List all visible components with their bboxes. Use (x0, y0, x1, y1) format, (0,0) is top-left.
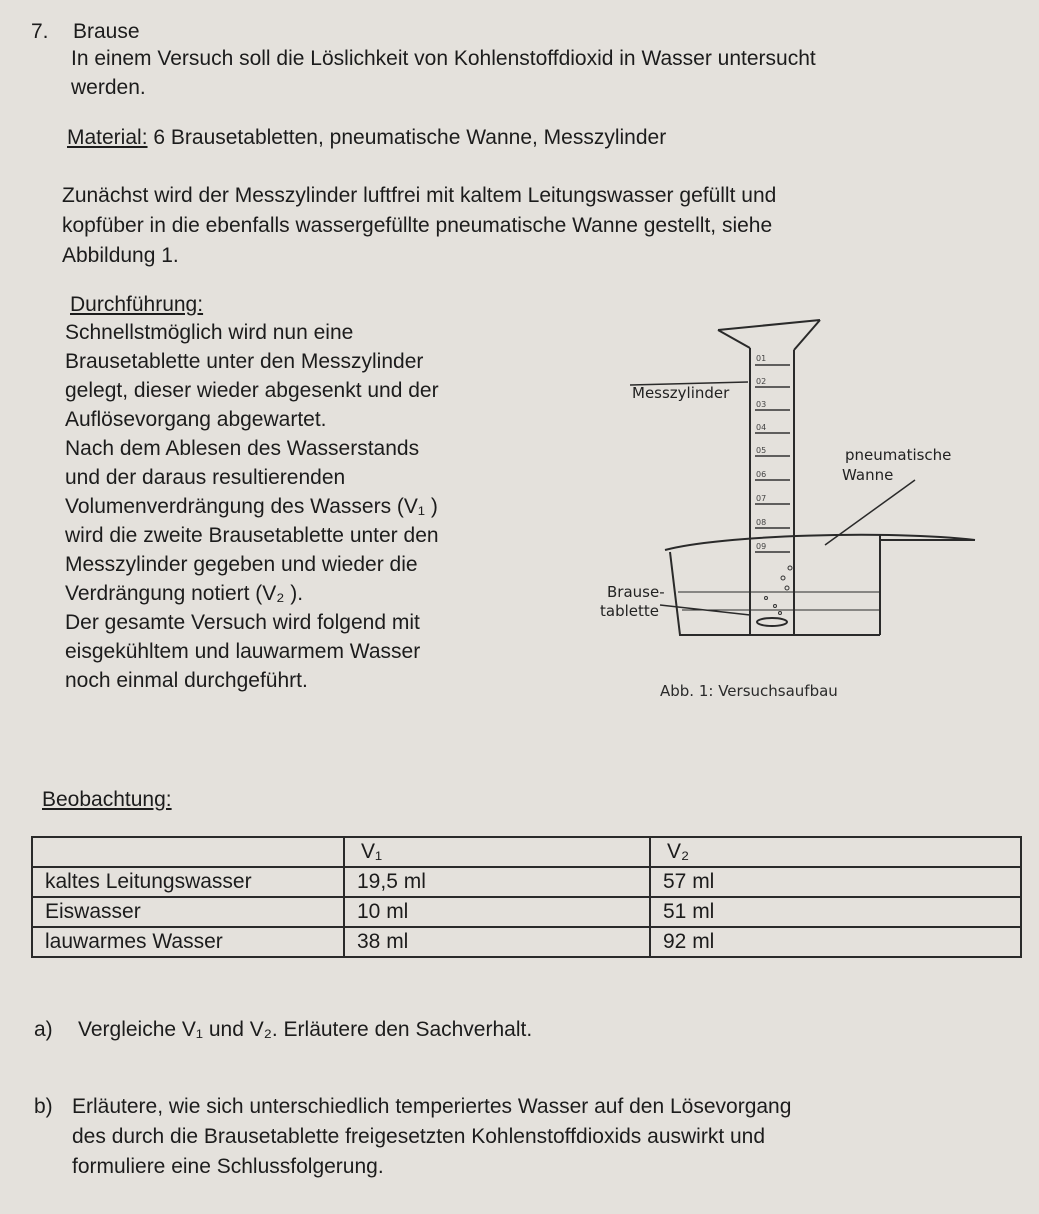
procedure-line: gelegt, dieser wieder abgesenkt und der (65, 379, 439, 402)
material-line (67, 123, 666, 152)
question-b-line: formuliere eine Schlussfolgerung. (72, 1155, 384, 1178)
material-text: 6 Brausetabletten, pneumatische Wanne, Messzylinder (153, 126, 667, 149)
scale-mark: 08 (756, 518, 767, 527)
row-v1: 38 ml (344, 927, 650, 957)
scale-mark: 06 (756, 470, 767, 479)
scale-mark: 02 (756, 377, 767, 386)
cylinder-mouth (718, 320, 820, 350)
label-cylinder: Messzylinder (632, 384, 730, 402)
question-a-label: a) (34, 1018, 53, 1041)
row-v2: 92 ml (650, 927, 1021, 957)
procedure-line: wird die zweite Brausetablette unter den (65, 524, 439, 547)
procedure-line: Volumenverdrängung des Wassers (V₁ ) (65, 495, 438, 518)
header-empty (32, 837, 344, 867)
task-title: Brause (73, 20, 140, 43)
header-v1: V₁ (344, 837, 650, 867)
figure-caption: Abb. 1: Versuchsaufbau (660, 682, 838, 700)
table-row (32, 897, 1021, 927)
setup-line-3: Abbildung 1. (62, 244, 179, 267)
label-tablet-2: tablette (600, 602, 659, 620)
row-label: lauwarmes Wasser (32, 927, 344, 957)
procedure-line: und der daraus resultierenden (65, 466, 346, 489)
procedure-heading: Durchführung: (70, 293, 204, 316)
scale-mark: 09 (756, 542, 767, 551)
tablet (757, 618, 787, 626)
procedure-line: Der gesamte Versuch wird folgend mit (65, 611, 420, 634)
intro-line-1: In einem Versuch soll die Löslichkeit von Kohlenstoffdioxid in Wasser untersucht (71, 47, 816, 70)
row-v2: 57 ml (650, 867, 1021, 897)
basin-edge (880, 535, 975, 635)
label-basin-2: Wanne (842, 466, 894, 484)
procedure-line: Nach dem Ablesen des Wasserstands (65, 437, 420, 460)
row-v1: 10 ml (344, 897, 650, 927)
procedure-line: Auflösevorgang abgewartet. (65, 408, 327, 431)
basin-left-wall (670, 552, 880, 635)
procedure-line: eisgekühltem und lauwarmem Wasser (65, 640, 421, 663)
question-a-text: Vergleiche V₁ und V₂. Erläutere den Sachverhalt. (78, 1018, 533, 1041)
question-b-text (72, 1092, 791, 1182)
question-b-line: Erläutere, wie sich unterschiedlich temperiertes Wasser auf den Lösevorgang (72, 1095, 792, 1118)
row-label: Eiswasser (32, 897, 344, 927)
scale-mark: 03 (756, 400, 767, 409)
row-v1: 19,5 ml (344, 867, 650, 897)
procedure-line: noch einmal durchgeführt. (65, 669, 308, 692)
procedure-line: Verdrängung notiert (V₂ ). (65, 582, 304, 605)
question-b-line: des durch die Brausetablette freigesetzten Kohlenstoffdioxids auswirkt und (72, 1125, 766, 1148)
procedure-line: Messzylinder gegeben und wieder die (65, 553, 418, 576)
row-label: kaltes Leitungswasser (32, 867, 344, 897)
label-tablet-1: Brause- (607, 583, 665, 601)
label-basin-1: pneumatische (845, 446, 952, 464)
task-number: 7. (31, 20, 49, 43)
header-v2: V₂ (650, 837, 1021, 867)
procedure-line: Schnellstmöglich wird nun eine (65, 321, 354, 344)
scale-mark: 01 (756, 354, 767, 363)
setup-line-1: Zunächst wird der Messzylinder luftfrei mit kaltem Leitungswasser gefüllt und (62, 184, 777, 207)
procedure-line: Brausetablette unter den Messzylinder (65, 350, 424, 373)
table-row (32, 867, 1021, 897)
table-header-row (32, 837, 1021, 867)
scale-mark: 07 (756, 494, 767, 503)
observation-table (31, 836, 1022, 958)
table-row (32, 927, 1021, 957)
setup-diagram (590, 310, 1020, 680)
procedure-text (65, 318, 439, 695)
scale-mark: 05 (756, 446, 767, 455)
setup-line-2: kopfüber in die ebenfalls wassergefüllte pneumatische Wanne gestellt, siehe (62, 214, 773, 237)
observation-heading: Beobachtung: (42, 788, 172, 811)
intro-line-2: werden. (71, 76, 146, 99)
question-b-label: b) (34, 1095, 53, 1118)
scale-mark: 04 (756, 423, 767, 432)
row-v2: 51 ml (650, 897, 1021, 927)
material-label: Material: (67, 126, 148, 149)
basin-rim (665, 535, 975, 550)
